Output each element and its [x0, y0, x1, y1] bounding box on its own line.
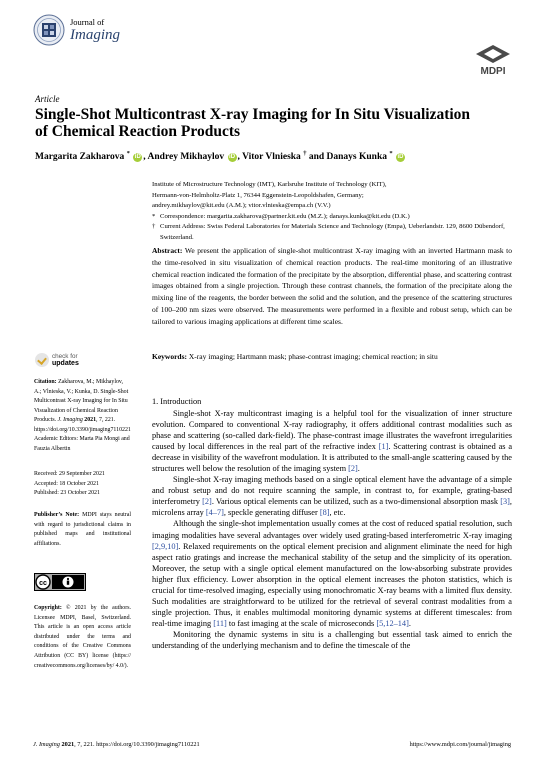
copyright-text: © 2021 by the authors. Licensee MDPI, Basel, Switzerland. This article is an open access article distributed under the terms and conditions of the Creative Commons Attribution (CC BY) license (https:// creativecommons.org/licenses/by/ 4.0/).: [34, 605, 131, 669]
author-name: Margarita Zakharova: [35, 152, 125, 162]
body-paragraph: [152, 629, 512, 651]
accepted-date: Accepted: 18 October 2021: [34, 480, 99, 487]
abstract-text: We present the application of single-shot multicontrast X-ray imaging with an inverted Hartmann mask to the time-resolved in situ visualization of chemical reaction products. The real-time monitoring of an illustrative chemical reaction indicated the formation of the precipitate by the absorption, differential phase, and scattering contrast images obtained from a single projection. Through these contrast channels, the formation of the precipitate along the mixing line of the reagents, the border between the solid and the solution, and the presence of the scattering structures of 100–200 nm sizes were observed. The measurements were performed in a flexible and robust setup, which can be tailored to various imaging applications at different time scales.: [152, 246, 512, 326]
author-list: [35, 149, 406, 162]
cc-by-license-icon[interactable]: [34, 573, 86, 591]
published-date: Published: 23 October 2021: [34, 490, 100, 497]
paragraph-text: . Scattering contrast is obtained as a decrease in visibility of the wavefront modulation. It is attributed to the small-angle scattering caused by the structures well below the resolution of the imaging system: [152, 442, 512, 474]
paragraph-text: .: [408, 618, 411, 628]
orcid-icon[interactable]: iD: [397, 154, 404, 160]
paragraph-text: , speckle generating diffuser: [223, 508, 320, 518]
check-icon: [35, 353, 49, 367]
copyright-label: Copyright:: [34, 605, 62, 611]
publisher-note: [34, 511, 131, 549]
received-date: Received: 29 September 2021: [34, 471, 105, 477]
paragraph-text: .: [357, 464, 360, 474]
paragraph-text: Although the single-shot implementation usually comes at the cost of reduced spatial resolution, such imaging modalities have several advantages over widely used grating-based interferometric X-ray imaging: [152, 519, 512, 540]
author-name: Vitor Vlnieska: [242, 152, 301, 162]
citation-year: 2021: [84, 417, 97, 424]
citation-link[interactable]: [5,12–14]: [376, 618, 409, 628]
academic-editors: Academic Editors: Marta Pia Mongi and Fauzia Albertin: [34, 436, 130, 452]
author-mark: †: [303, 149, 307, 157]
body-text: [152, 408, 512, 651]
journal-name: Imaging: [70, 27, 120, 43]
keywords-text: X-ray imaging; Hartmann mask; phase-contrast imaging; chemical reaction; in situ: [188, 352, 438, 361]
citation-link[interactable]: [2,9,10]: [152, 541, 179, 551]
paragraph-text: . Relaxed requirements on the optical element precision and alignment eliminate the need for high aspect ratio gratings and increase the mechanical stability of the setup and the simplicity of its operation. Moreover, the setup with a single optical element manufactured on the low-absorbing substrate provides higher flux efficiency. Lower absorption in the optical element increases the photon statistics, which is crucial for time-resolved imaging, especially using monochromatic X-ray beams with a limited flux density. Such modalities are straightforward to be utilized for the retrieval of several contrast modalities from a single projection. Thus, it enables multimodal monitoring dynamic systems at different timescales: from real-time imaging: [152, 541, 512, 628]
paragraph-text: to fast imaging at the scale of microseconds: [226, 618, 377, 628]
citation-link[interactable]: [4–7]: [205, 508, 224, 518]
keywords-label: Keywords:: [152, 352, 187, 361]
citation-label: Citation:: [34, 379, 57, 385]
paragraph-text: . Various optical elements can be utilized, such as a two-dimensional absorption mask: [211, 497, 501, 507]
paragraph-text: Single-shot X-ray multicontrast imaging is a helpful tool for the visualization of inner structure evolution. Compared to conventional X-ray radiography, it offers additional contrast modalities such as phase and scattering (so-called dark-field). The phase-contrast image illustrates the wavefront irregularities caused by local differences in the real part of the refractive index: [152, 409, 512, 452]
citation-journal: J. Imaging: [57, 417, 83, 424]
affiliations: [152, 180, 522, 243]
correspondence: * Correspondence: margarita.zakharova@partner.kit.edu (M.Z.); danays.kunka@kit.edu (D.K.): [152, 212, 410, 220]
footer-journal: J. Imaging: [33, 741, 60, 748]
paragraph-text: Single-shot X-ray imaging methods based on a single optical element have the advantage of a simple and robust setup and do not require scanning the sample, in contrast to, for example, grating-based interferometry: [152, 475, 512, 507]
author-name: Danays Kunka: [326, 152, 387, 162]
body-paragraph: [152, 474, 512, 518]
citation-authors: Zakharova, M.; Mikhaylov, A.; Vlnieska, V.; Kunka, D. Single-Shot Multicontrast X-ray Imaging for In Situ Visualization of Chemical Reaction Products.: [34, 379, 129, 424]
citation-link[interactable]: [8]: [319, 508, 330, 518]
dates: [34, 470, 131, 499]
author-name: Andrey Mikhaylov: [147, 152, 225, 162]
footer-citation: [33, 741, 200, 748]
citation-rest: , 7, 221. https://doi.org/10.3390/jimaging7110221: [34, 417, 131, 433]
updates-label: updates: [52, 360, 79, 367]
abstract-label: Abstract:: [152, 246, 183, 255]
paragraph-text: , etc.: [329, 508, 346, 518]
citation-link[interactable]: [2]: [348, 464, 358, 474]
orcid-icon[interactable]: iD: [229, 154, 236, 160]
author-mark: *: [126, 149, 130, 157]
author-separator: ,: [143, 152, 148, 162]
article-type: Article: [35, 94, 60, 104]
paragraph-text: Monitoring the dynamic systems in situ is a challenging but essential task aimed to enrich the understanding of the underlying mechanism and to define the timescale of the: [152, 629, 512, 650]
orcid-icon[interactable]: iD: [134, 154, 141, 160]
affiliation-line: andrey.mikhaylov@kit.edu (A.M.); vitor.vlnieska@empa.ch (V.V.): [152, 202, 331, 209]
keywords: [152, 351, 512, 363]
journal-of-text: Journal of: [70, 17, 105, 27]
footer-rest: , 7, 221. https://doi.org/10.3390/jimaging7110221: [74, 741, 200, 748]
citation-link[interactable]: [11]: [213, 618, 227, 628]
citation-link[interactable]: [3]: [500, 497, 510, 507]
affiliation-line: Institute of Microstructure Technology (IMT), Karlsruhe Institute of Technology (KIT),: [152, 181, 387, 188]
author-separator: ,: [237, 152, 243, 162]
check-for-label: check for: [52, 353, 78, 360]
footer-year: 2021: [61, 741, 75, 748]
abstract: [152, 245, 512, 328]
citation: [34, 378, 131, 436]
citation-link[interactable]: [2]: [202, 497, 212, 507]
check-for-updates-button[interactable]: [35, 352, 95, 374]
copyright: [34, 604, 131, 671]
cc-logo-text: cc: [39, 579, 47, 587]
section-heading: 1. Introduction: [152, 397, 202, 406]
publisher-note-text: MDPI stays neutral with regard to jurisdictional claims in published maps and institutional affiliations.: [34, 512, 131, 547]
author-mark: *: [389, 149, 393, 157]
footer-url[interactable]: https://www.mdpi.com/journal/jimaging: [409, 741, 511, 748]
publisher-note-label: Publisher’s Note:: [34, 512, 80, 518]
author-separator: and: [308, 152, 327, 162]
journal-logo: [33, 14, 65, 48]
paper-title: Single-Shot Multicontrast X-ray Imaging for In Situ Visualization of Chemical Reaction Products: [35, 106, 471, 140]
mdpi-logo: [470, 44, 516, 76]
paragraph-text: , microlens array: [152, 497, 512, 518]
citation-link[interactable]: [1]: [378, 442, 389, 452]
publisher-name: MDPI: [480, 66, 506, 76]
current-address: † Current Address: Swiss Federal Laboratories for Materials Science and Technology (Empa), Ueberlandstr. 129, 8600 Dübendorf, Switzerland.: [152, 223, 505, 241]
body-paragraph: [152, 518, 512, 628]
body-paragraph: [152, 408, 512, 474]
affiliation-line: Hermann-von-Helmholtz-Platz 1, 76344 Eggenstein-Leopoldshafen, Germany;: [152, 191, 364, 199]
